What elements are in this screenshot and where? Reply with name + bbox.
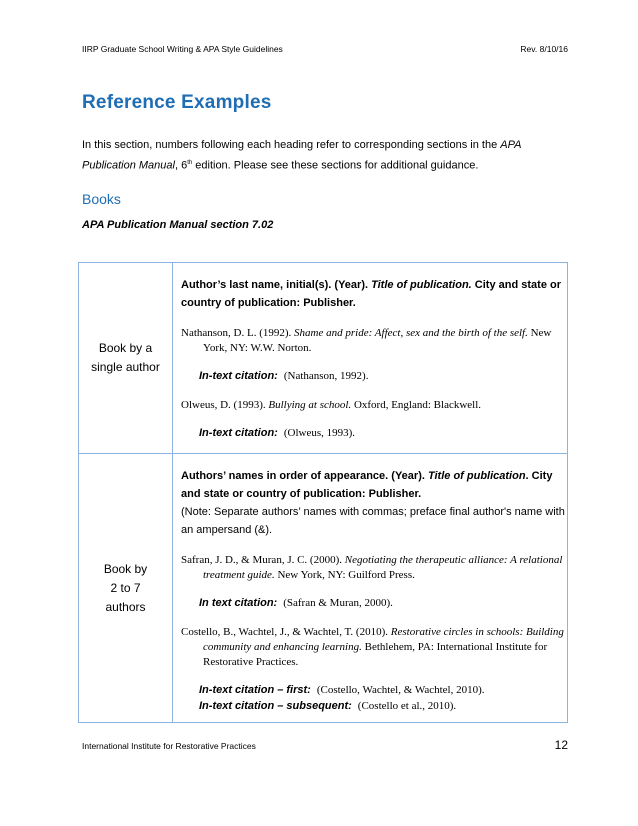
intro-text: In this section, numbers following each heading refer to corresponding sections in the	[82, 139, 501, 151]
reference-example	[181, 625, 567, 670]
row-content	[173, 454, 568, 723]
row-label-line: authors	[105, 599, 146, 614]
citation-label: In text citation:	[199, 597, 278, 609]
example-title: Restorative circles in schools: Building community and enhancing learning.	[203, 626, 564, 653]
format-text: City and state or country of publication: Publisher.	[181, 279, 561, 309]
section-label: APA Publication Manual section 7.02	[82, 219, 274, 231]
reference-example	[181, 326, 567, 356]
citation-value: (Costello, Wachtel, & Wachtel, 2010).	[316, 684, 485, 696]
format-rule	[181, 276, 567, 312]
intro-paragraph	[82, 136, 562, 175]
intro-manual-name: APA Publication Manual	[82, 139, 522, 172]
citation-label: In-text citation – first:	[199, 684, 311, 696]
intro-edition-sup: th	[187, 160, 193, 166]
in-text-citation	[181, 368, 567, 384]
table-row	[79, 454, 568, 723]
example-text: New York, NY: Guilford Press.	[274, 569, 415, 581]
page-number: 12	[554, 738, 568, 752]
example-title: Negotiating the therapeutic alliance: A relational treatment guide.	[203, 554, 563, 581]
example-text: Nathanson, D. L. (1992).	[181, 327, 295, 339]
example-text: Olweus, D. (1993).	[181, 399, 269, 411]
page-title: Reference Examples	[82, 92, 272, 113]
format-title: Title of publication	[427, 470, 526, 482]
reference-example	[181, 553, 567, 583]
citation-label: In-text citation:	[199, 427, 278, 439]
row-label-line: single author	[91, 360, 160, 374]
example-text: Oxford, England: Blackwell.	[351, 399, 482, 411]
header-title: IIRP Graduate School Writing & APA Style Guidelines	[82, 44, 283, 54]
example-text: Costello, B., Wachtel, J., & Wachtel, T. (2010).	[181, 626, 391, 638]
format-text: . City and state or country of publication: Publisher.	[181, 470, 553, 500]
row-content	[173, 263, 568, 454]
example-text: Bethlehem, PA: International Institute for Restorative Practices.	[203, 641, 548, 668]
example-text: Safran, J. D., & Muran, J. C. (2000).	[181, 554, 345, 566]
intro-edition: , 6	[174, 159, 188, 172]
row-label	[79, 263, 173, 454]
example-text: New York, NY: W.W. Norton.	[203, 327, 552, 354]
format-rule	[181, 467, 567, 503]
citation-value: (Nathanson, 1992).	[283, 370, 369, 382]
in-text-citation	[181, 425, 567, 441]
row-label-line: Book by	[103, 561, 148, 576]
header-revision: Rev. 8/10/16	[520, 44, 568, 54]
row-label-line: Book by a	[98, 341, 153, 355]
citation-value: (Costello et al., 2010).	[357, 700, 457, 712]
citation-label: In-text citation:	[199, 370, 278, 382]
format-title: Title of publication.	[371, 279, 472, 291]
page-header	[82, 44, 568, 54]
example-title: Shame and pride: Affect, sex and the birth of the self.	[294, 327, 528, 339]
in-text-citation	[181, 682, 567, 698]
books-heading: Books	[82, 191, 121, 207]
format-note: (Note: Separate authors’ names with commas; preface final author's name with an ampersand (&).	[181, 506, 565, 536]
in-text-citation	[181, 698, 567, 714]
row-label	[79, 454, 173, 723]
citation-label: In-text citation – subsequent:	[199, 700, 352, 712]
table-row	[79, 263, 568, 454]
citation-value: (Olweus, 1993).	[283, 427, 356, 439]
in-text-citation	[181, 595, 567, 611]
page-footer	[82, 738, 568, 752]
footer-organization: International Institute for Restorative Practices	[82, 741, 256, 751]
format-text: Author’s last name, initial(s). (Year).	[181, 279, 372, 291]
format-text: Authors’ names in order of appearance. (Year).	[181, 470, 428, 482]
row-label-line: 2 to 7	[110, 580, 141, 595]
citation-value: (Safran & Muran, 2000).	[283, 597, 393, 609]
reference-example	[181, 398, 567, 413]
intro-guidance: edition. Please see these sections for additional guidance.	[192, 159, 479, 172]
example-title: Bullying at school.	[268, 399, 352, 411]
reference-table	[78, 262, 568, 723]
